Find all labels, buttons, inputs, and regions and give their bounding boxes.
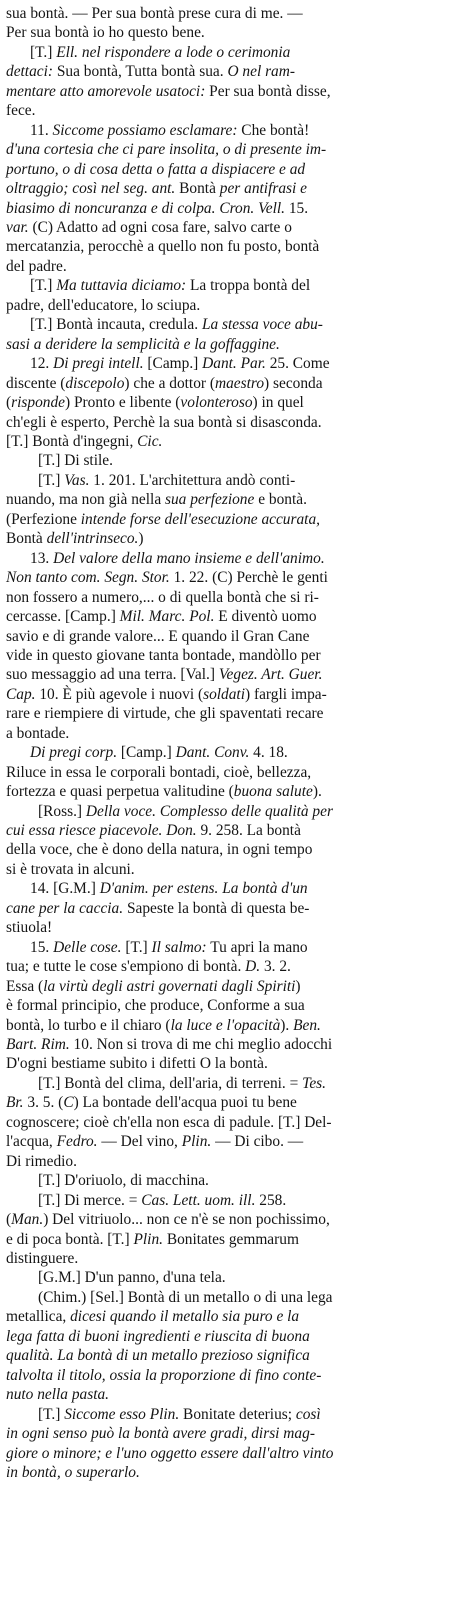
text-line: del padre. xyxy=(6,257,67,275)
text-line: cercasse. [Camp.] Mil. Marc. Pol. E diventò uomo xyxy=(6,608,317,626)
text-line: 14. [G.M.] D'anim. per estens. La bontà d'un xyxy=(30,880,308,898)
text-line: nuto nella pasta. xyxy=(6,1386,110,1404)
text-line: Non tanto com. Segn. Stor. 1. 22. (C) Perchè le genti xyxy=(6,569,328,587)
entry-paragraph xyxy=(6,315,460,354)
text-line: mercatanzia, perocchè a quello non fu posto, bontà xyxy=(6,238,320,256)
text-line: savio e di grande valore... E quando il Gran Cane xyxy=(6,627,310,645)
text-line: discente (discepolo) che a dottor (maestro) seconda xyxy=(6,374,323,392)
text-line: l'acqua, Fedro. — Del vino, Plin. — Di cibo. — xyxy=(6,1133,304,1151)
text-line: si è trovata in alcuni. xyxy=(6,860,135,878)
text-line: Riluce in essa le corporali bontadi, cioè, bellezza, xyxy=(6,763,312,781)
text-line: in ogni senso può la bontà avere gradi, dirsi mag- xyxy=(6,1425,315,1443)
text-line: sasi a deridere la semplicità e la goffaggine. xyxy=(6,335,280,353)
entry-paragraph xyxy=(6,451,460,470)
text-line: fece. xyxy=(6,102,36,120)
text-line: [T.] D'oriuolo, di macchina. xyxy=(38,1172,209,1190)
text-line: stiuola! xyxy=(6,919,53,937)
text-line: mentare atto amorevole usatoci: Per sua bontà disse, xyxy=(6,82,331,100)
text-line: a bontade. xyxy=(6,724,70,742)
text-line: [T.] Di stile. xyxy=(38,452,113,470)
text-line: [T.] Vas. 1. 201. L'architettura andò conti- xyxy=(38,471,296,489)
text-line: [G.M.] D'un panno, d'una tela. xyxy=(38,1269,226,1287)
text-line: in bontà, o superarlo. xyxy=(6,1463,140,1481)
text-line: cui essa riesce piacevole. Don. 9. 258. La bontà xyxy=(6,822,301,840)
text-line: portuno, o di cosa detta o fatta a dispiacere e ad xyxy=(6,160,306,178)
text-line: Per sua bontà io ho questo bene. xyxy=(6,24,205,42)
text-line: rare e riempiere di virtude, che gli spaventati recare xyxy=(6,705,324,723)
text-line: e di poca bontà. [T.] Plin. Bonitates gemmarum xyxy=(6,1230,299,1248)
text-line: Di rimedio. xyxy=(6,1152,77,1170)
text-line: dettaci: Sua bontà, Tutta bontà sua. O nel ram- xyxy=(6,63,295,81)
text-line: [T.] Siccome esso Plin. Bonitate deterius; così xyxy=(38,1405,321,1423)
text-line: d'una cortesia che ci pare insolita, o di presente im- xyxy=(6,141,327,159)
text-line: 11. Siccome possiamo esclamare: Che bontà! xyxy=(30,121,310,139)
text-line: lega fatta di buoni ingredienti e riuscita di buona xyxy=(6,1327,310,1345)
text-line: (Perfezione intende forse dell'esecuzione accurata, xyxy=(6,510,320,528)
text-line: metallica, dicesi quando il metallo sia puro e la xyxy=(6,1308,300,1326)
text-line: distinguere. xyxy=(6,1250,79,1267)
entry-paragraph xyxy=(6,1191,460,1269)
text-line: (risponde) Pronto e libente (volonteroso) in quel xyxy=(6,394,304,412)
entry-paragraph xyxy=(6,743,460,801)
text-line: padre, dell'educatore, lo sciupa. xyxy=(6,296,201,314)
text-line: fortezza e quasi perpetua valitudine (buona salute). xyxy=(6,783,322,801)
entry-paragraph xyxy=(6,354,460,451)
text-line: suo messaggio ad una terra. [Val.] Vegez. Art. Guer. xyxy=(6,666,323,684)
text-line: è formal principio, che produce, Conforme a sua xyxy=(6,997,305,1015)
entry-paragraph xyxy=(6,1268,460,1287)
entry-paragraph xyxy=(6,43,460,121)
text-line: sua bontà. — Per sua bontà prese cura di me. — xyxy=(6,5,303,22)
entry-paragraph xyxy=(6,802,460,880)
text-line: Br. 3. 5. (C) La bontade dell'acqua puoi tu bene xyxy=(6,1094,297,1112)
entry-paragraph xyxy=(6,276,460,315)
text-line: [T.] Ma tuttavia diciamo: La troppa bontà del xyxy=(30,277,311,295)
text-line: Essa (la virtù degli astri governati dagli Spiriti) xyxy=(6,977,301,995)
entry-paragraph xyxy=(6,1405,460,1483)
text-line: Bontà dell'intrinseco.) xyxy=(6,530,144,548)
text-line: oltraggio; così nel seg. ant. Bontà per antifrasi e xyxy=(6,180,307,198)
entry-paragraph xyxy=(6,121,460,277)
text-line: Di pregi corp. [Camp.] Dant. Conv. 4. 18. xyxy=(30,744,288,762)
text-line: (Chim.) [Sel.] Bontà di un metallo o di una lega xyxy=(38,1288,333,1306)
text-line: tua; e tutte le cose s'empiono di bontà. D. 3. 2. xyxy=(6,958,291,976)
text-line: Bart. Rim. 10. Non si trova di me chi meglio adocchi xyxy=(6,1036,333,1054)
text-line: vide in questo giovane tanta bontade, mandòllo per xyxy=(6,646,321,664)
entry-paragraph xyxy=(6,4,460,43)
text-line: cane per la caccia. Sapeste la bontà di questa be- xyxy=(6,899,310,917)
text-line: D'ogni bestiame subito i difetti O la bontà. xyxy=(6,1055,268,1073)
text-line: non fossero a numero,... o di quella bontà che si ri- xyxy=(6,588,319,606)
text-line: ch'egli è esperto, Perchè la sua bontà si disasconda. xyxy=(6,413,322,431)
text-line: nuando, ma non già nella sua perfezione e bontà. xyxy=(6,491,307,509)
text-line: [T.] Di merce. = Cas. Lett. uom. ill. 258. xyxy=(38,1191,287,1209)
text-line: [T.] Bontà incauta, credula. La stessa voce abu- xyxy=(30,316,323,334)
text-line: (Man.) Del vitriuolo... non ce n'è se non pochissimo, xyxy=(6,1211,330,1229)
text-line: 15. Delle cose. [T.] Il salmo: Tu apri la mano xyxy=(30,938,308,956)
entry-paragraph xyxy=(6,1171,460,1190)
text-line: talvolta il titolo, ossia la proporzione di fino conte- xyxy=(6,1366,322,1384)
text-line: [T.] Bontà d'ingegni, Cic. xyxy=(6,432,163,450)
entry-paragraph xyxy=(6,549,460,744)
text-line: [Ross.] Della voce. Complesso delle qualità per xyxy=(38,802,333,820)
text-line: 12. Di pregi intell. [Camp.] Dant. Par. 25. Come xyxy=(30,355,330,373)
text-line: Cap. 10. È più agevole i nuovi (soldati) fargli impa- xyxy=(6,685,327,703)
text-line: giore o minore; e l'uno oggetto essere dall'altro vinto xyxy=(6,1444,334,1462)
text-line: della voce, che è dono della natura, in ogni tempo xyxy=(6,841,313,859)
entry-paragraph xyxy=(6,1074,460,1171)
text-line: bontà, lo turbo e il chiaro (la luce e l'opacità). Ben. xyxy=(6,1016,321,1034)
text-line: qualità. La bontà di un metallo prezioso significa xyxy=(6,1347,310,1365)
text-line: [T.] Bontà del clima, dell'aria, di terreni. = Tes. xyxy=(38,1074,326,1092)
text-line: [T.] Ell. nel rispondere a lode o cerimonia xyxy=(30,43,291,61)
text-line: 13. Del valore della mano insieme e dell'animo. xyxy=(30,549,325,567)
text-line: biasimo di noncuranza e di colpa. Cron. Vell. 15. xyxy=(6,199,309,217)
entry-paragraph xyxy=(6,1288,460,1405)
text-line: cognoscere; cioè ch'ella non esca di padule. [T.] Del- xyxy=(6,1113,332,1131)
entry-paragraph xyxy=(6,938,460,1074)
entry-paragraph xyxy=(6,879,460,937)
entry-paragraph xyxy=(6,471,460,549)
text-line: var. (C) Adatto ad ogni cosa fare, salvo carte o xyxy=(6,218,292,236)
